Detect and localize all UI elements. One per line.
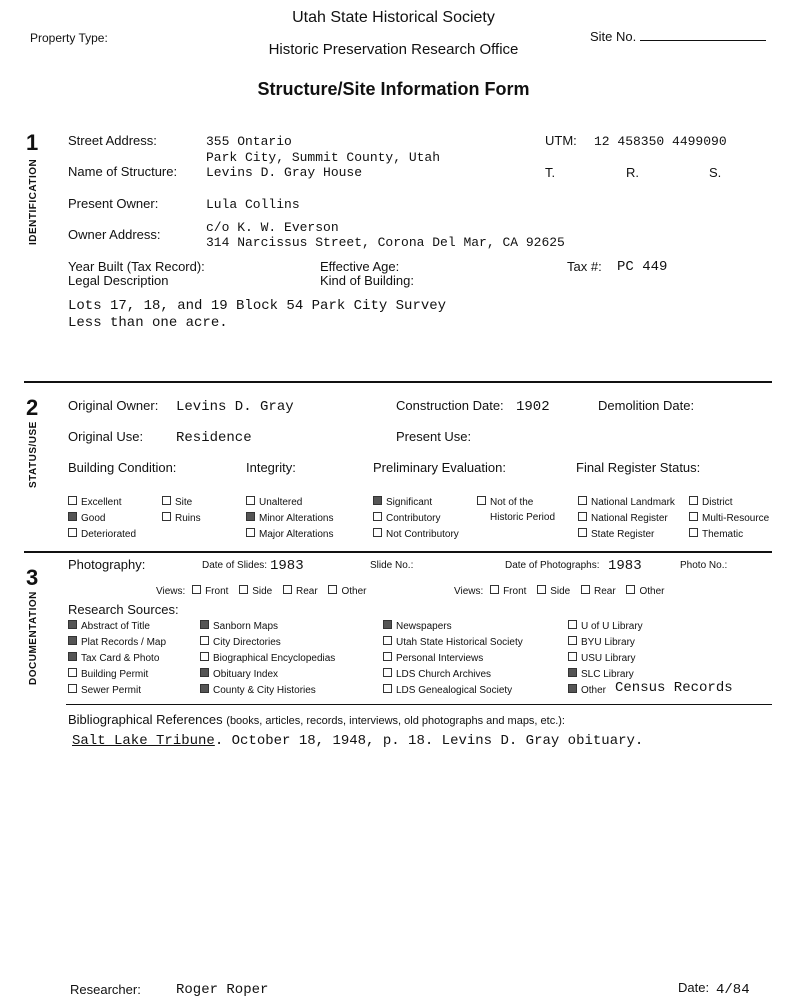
- preliminary-evaluation-label: Preliminary Evaluation:: [373, 460, 506, 475]
- original-owner-label: Original Owner:: [68, 398, 159, 413]
- slide-no-label: Slide No.:: [370, 560, 414, 571]
- checkbox-box[interactable]: [578, 512, 587, 521]
- checkbox-box[interactable]: [578, 528, 587, 537]
- section-name-documentation: DOCUMENTATION: [28, 591, 39, 685]
- front-view-label: Front: [205, 586, 229, 597]
- research-sources-label: Research Sources:: [68, 602, 179, 617]
- date-of-slides-value: 1983: [270, 558, 304, 574]
- other-source-checkbox[interactable]: [568, 684, 606, 696]
- checkbox-box[interactable]: [200, 636, 209, 645]
- byu-library-checkbox[interactable]: [568, 636, 635, 648]
- checkbox-box[interactable]: [373, 512, 382, 521]
- date-value: 4/84: [716, 982, 750, 998]
- checkbox-box[interactable]: [162, 512, 171, 521]
- biblio-note: (books, articles, records, interviews, old photographs and maps, etc.):: [226, 715, 565, 727]
- checkbox-label: Thematic: [702, 529, 744, 540]
- building-permit-checkbox[interactable]: [68, 668, 148, 680]
- tax-card-checkbox[interactable]: [68, 652, 159, 664]
- other-view-label: Other: [639, 586, 665, 597]
- views-label: Views:: [156, 586, 186, 597]
- checkbox-label: Contributory: [386, 513, 441, 524]
- effective-age-label: Effective Age:: [320, 259, 400, 274]
- present-use-label: Present Use:: [396, 429, 472, 444]
- rear-view-checkbox[interactable]: [581, 585, 590, 594]
- historic-period-label: Historic Period: [490, 512, 556, 523]
- utm-label: UTM:: [545, 133, 577, 148]
- checkbox-label: Personal Interviews: [396, 653, 484, 664]
- utah-state-historical-society-checkbox[interactable]: [383, 636, 523, 648]
- side-view-label: Side: [550, 586, 571, 597]
- checkbox-label: Deteriorated: [81, 529, 137, 540]
- year-built-label: Year Built (Tax Record):: [68, 259, 205, 274]
- checkbox-label: City Directories: [213, 637, 281, 648]
- tax-number-value: PC 449: [617, 259, 668, 275]
- street-address-value: 355 Ontario: [206, 134, 292, 149]
- demolition-date-label: Demolition Date:: [598, 398, 695, 413]
- original-owner-value: Levins D. Gray: [176, 399, 294, 415]
- checkbox-box[interactable]: [246, 528, 255, 537]
- checkbox-box-checked[interactable]: [68, 652, 77, 661]
- date-of-photographs-value: 1983: [608, 558, 642, 574]
- personal-interviews-checkbox[interactable]: [383, 652, 483, 664]
- checkbox-box[interactable]: [383, 684, 392, 693]
- checkbox-label: LDS Church Archives: [396, 669, 492, 680]
- slide-views: [156, 585, 366, 597]
- researcher-label: Researcher:: [70, 982, 141, 997]
- checkbox-box[interactable]: [578, 496, 587, 505]
- biblio-source-title: Salt Lake Tribune: [72, 733, 215, 749]
- front-view-checkbox[interactable]: [192, 585, 201, 594]
- not-contributory-checkbox[interactable]: [373, 528, 459, 540]
- section-name-identification: IDENTIFICATION: [28, 158, 39, 245]
- city-value: Park City, Summit County, Utah: [206, 150, 441, 165]
- photo-no-label: Photo No.:: [680, 560, 728, 571]
- checkbox-label: U of U Library: [581, 621, 643, 632]
- checkbox-label: Multi-Resource: [702, 513, 770, 524]
- checkbox-label: Excellent: [81, 497, 122, 508]
- city-directories-checkbox[interactable]: [200, 636, 281, 648]
- district-checkbox[interactable]: [689, 496, 733, 508]
- property-type-label: Property Type:: [30, 31, 108, 45]
- significant-checkbox[interactable]: [373, 496, 432, 508]
- deteriorated-checkbox[interactable]: [68, 528, 136, 540]
- checkbox-label: National Landmark: [591, 497, 675, 508]
- checkbox-label: State Register: [591, 529, 655, 540]
- biblio-source-details: . October 18, 1948, p. 18. Levins D. Gray obituary.: [214, 733, 644, 749]
- u-of-u-library-checkbox[interactable]: [568, 620, 643, 632]
- checkbox-label: Significant: [386, 497, 433, 508]
- checkbox-box-checked[interactable]: [68, 636, 77, 645]
- checkbox-label: BYU Library: [581, 637, 635, 648]
- site-checkbox[interactable]: [162, 496, 192, 508]
- checkbox-label: Not Contributory: [386, 529, 459, 540]
- date-of-photographs-label: Date of Photographs:: [505, 560, 600, 571]
- checkbox-label: National Register: [591, 513, 668, 524]
- checkbox-label: Unaltered: [259, 497, 303, 508]
- ruins-checkbox[interactable]: [162, 512, 201, 524]
- views-label: Views:: [454, 586, 484, 597]
- checkbox-box-checked[interactable]: [568, 684, 577, 693]
- checkbox-label: Building Permit: [81, 669, 149, 680]
- lds-genealogical-society-checkbox[interactable]: [383, 684, 512, 696]
- construction-date-label: Construction Date:: [396, 398, 504, 413]
- checkbox-box[interactable]: [689, 496, 698, 505]
- side-view-checkbox[interactable]: [239, 585, 248, 594]
- checkbox-label: Minor Alterations: [259, 513, 334, 524]
- checkbox-label: Abstract of Title: [81, 621, 150, 632]
- construction-date-value: 1902: [516, 399, 550, 415]
- slc-library-checkbox[interactable]: [568, 668, 634, 680]
- checkbox-box[interactable]: [568, 636, 577, 645]
- checkbox-label: USU Library: [581, 653, 636, 664]
- other-source-value: Census Records: [615, 680, 733, 696]
- sewer-permit-checkbox[interactable]: [68, 684, 141, 696]
- checkbox-box[interactable]: [246, 496, 255, 505]
- checkbox-box[interactable]: [68, 684, 77, 693]
- checkbox-label: County & City Histories: [213, 685, 316, 696]
- structure-name-label: Name of Structure:: [68, 164, 178, 179]
- checkbox-label: Plat Records / Map: [81, 637, 167, 648]
- national-landmark-checkbox[interactable]: [578, 496, 675, 508]
- original-use-label: Original Use:: [68, 429, 144, 444]
- checkbox-box[interactable]: [383, 668, 392, 677]
- original-use-value: Residence: [176, 430, 252, 446]
- checkbox-label: Site: [175, 497, 193, 508]
- checkbox-label: Utah State Historical Society: [396, 637, 523, 648]
- checkbox-label: Sanborn Maps: [213, 621, 279, 632]
- owner-address-line1: c/o K. W. Everson: [206, 220, 339, 235]
- checkbox-label: Ruins: [175, 513, 201, 524]
- legal-description-line2: Less than one acre.: [68, 315, 228, 331]
- checkbox-label: Not of the: [490, 497, 534, 508]
- checkbox-box[interactable]: [200, 652, 209, 661]
- checkbox-label: Newspapers: [396, 621, 452, 632]
- multi-resource-checkbox[interactable]: [689, 512, 769, 524]
- integrity-label: Integrity:: [246, 460, 296, 475]
- checkbox-box[interactable]: [68, 496, 77, 505]
- thematic-checkbox[interactable]: [689, 528, 743, 540]
- present-owner-value: Lula Collins: [206, 197, 300, 212]
- checkbox-box-checked[interactable]: [373, 496, 382, 505]
- lds-church-archives-checkbox[interactable]: [383, 668, 491, 680]
- checkbox-label: LDS Genealogical Society: [396, 685, 513, 696]
- state-register-checkbox[interactable]: [578, 528, 654, 540]
- org-name: Utah State Historical Society: [292, 9, 495, 26]
- checkbox-label: SLC Library: [581, 669, 634, 680]
- contributory-checkbox[interactable]: [373, 512, 440, 524]
- section-divider-1: [24, 381, 772, 383]
- checkbox-box-checked[interactable]: [68, 620, 77, 629]
- photo-views: [454, 585, 664, 597]
- section-divider-2: [24, 551, 772, 553]
- abstract-of-title-checkbox[interactable]: [68, 620, 150, 632]
- good-checkbox[interactable]: [68, 512, 105, 524]
- front-view-checkbox[interactable]: [490, 585, 499, 594]
- section-divider-3: [66, 704, 772, 705]
- checkbox-label: Major Alterations: [259, 529, 334, 540]
- structure-name-value: Levins D. Gray House: [206, 165, 363, 180]
- other-view-checkbox[interactable]: [626, 585, 635, 594]
- researcher-value: Roger Roper: [176, 982, 269, 998]
- checkbox-box[interactable]: [68, 528, 77, 537]
- checkbox-label: Good: [81, 513, 106, 524]
- checkbox-box[interactable]: [568, 620, 577, 629]
- street-address-label: Street Address:: [68, 133, 157, 148]
- biographical-encyclopedias-checkbox[interactable]: [200, 652, 335, 664]
- legal-description-line1: Lots 17, 18, and 19 Block 54 Park City Survey: [68, 298, 447, 314]
- checkbox-box[interactable]: [689, 528, 698, 537]
- date-label: Date:: [678, 980, 710, 995]
- checkbox-box[interactable]: [68, 668, 77, 677]
- checkbox-label: Biographical Encyclopedias: [213, 653, 336, 664]
- site-no-label: Site No.: [590, 29, 637, 44]
- checkbox-box-checked[interactable]: [200, 684, 209, 693]
- legal-description-label: Legal Description: [68, 273, 169, 288]
- side-view-label: Side: [252, 586, 273, 597]
- sanborn-maps-checkbox[interactable]: [200, 620, 278, 632]
- usu-library-checkbox[interactable]: [568, 652, 635, 664]
- form-title: Structure/Site Information Form: [257, 79, 530, 99]
- owner-address-label: Owner Address:: [68, 227, 161, 242]
- obituary-index-checkbox[interactable]: [200, 668, 278, 680]
- checkbox-box[interactable]: [689, 512, 698, 521]
- owner-address-line2: 314 Narcissus Street, Corona Del Mar, CA 92625: [206, 235, 565, 250]
- checkbox-label: District: [702, 497, 733, 508]
- utm-value: 12 458350 4499090: [594, 134, 727, 149]
- checkbox-box-checked[interactable]: [383, 620, 392, 629]
- photography-label: Photography:: [68, 557, 146, 572]
- section-number-2: 2: [26, 395, 39, 420]
- checkbox-box[interactable]: [162, 496, 171, 505]
- checkbox-box-checked[interactable]: [568, 668, 577, 677]
- other-view-label: Other: [341, 586, 367, 597]
- section-number-1: 1: [26, 130, 39, 155]
- excellent-checkbox[interactable]: [68, 496, 122, 508]
- s-label: S.: [709, 165, 722, 180]
- date-of-slides-label: Date of Slides:: [202, 560, 268, 571]
- checkbox-box[interactable]: [383, 636, 392, 645]
- checkbox-box-checked[interactable]: [246, 512, 255, 521]
- rear-view-label: Rear: [295, 586, 318, 597]
- checkbox-box-checked[interactable]: [68, 512, 77, 521]
- office-name: Historic Preservation Research Office: [268, 41, 519, 58]
- checkbox-box[interactable]: [383, 652, 392, 661]
- plat-records-checkbox[interactable]: [68, 636, 166, 648]
- not-of-historic-period-checkbox[interactable]: [477, 496, 533, 508]
- national-register-checkbox[interactable]: [578, 512, 668, 524]
- front-view-label: Front: [503, 586, 527, 597]
- other-view-checkbox[interactable]: [328, 585, 337, 594]
- checkbox-box[interactable]: [477, 496, 486, 505]
- t-label: T.: [545, 165, 556, 180]
- kind-of-building-label: Kind of Building:: [320, 273, 414, 288]
- checkbox-label: Sewer Permit: [81, 685, 142, 696]
- checkbox-label: Obituary Index: [213, 669, 279, 680]
- major-alterations-checkbox[interactable]: [246, 528, 333, 540]
- unaltered-checkbox[interactable]: [246, 496, 302, 508]
- biblio-label-text: Bibliographical References: [68, 712, 223, 727]
- final-register-status-label: Final Register Status:: [576, 460, 701, 475]
- rear-view-label: Rear: [593, 586, 616, 597]
- section-number-3: 3: [26, 565, 39, 590]
- checkbox-label: Tax Card & Photo: [81, 653, 160, 664]
- side-view-checkbox[interactable]: [537, 585, 546, 594]
- tax-number-label: Tax #:: [567, 259, 602, 274]
- checkbox-label: Other: [581, 685, 607, 696]
- checkbox-box-checked[interactable]: [200, 668, 209, 677]
- r-label: R.: [626, 165, 639, 180]
- checkbox-box-checked[interactable]: [200, 620, 209, 629]
- rear-view-checkbox[interactable]: [283, 585, 292, 594]
- checkbox-box[interactable]: [373, 528, 382, 537]
- newspapers-checkbox[interactable]: [383, 620, 452, 632]
- bibliographical-reference-entry: [72, 733, 643, 749]
- checkbox-box[interactable]: [568, 652, 577, 661]
- bibliographical-references-label: [68, 712, 565, 727]
- county-city-histories-checkbox[interactable]: [200, 684, 316, 696]
- present-owner-label: Present Owner:: [68, 196, 159, 211]
- minor-alterations-checkbox[interactable]: [246, 512, 333, 524]
- section-name-status-use: STATUS/USE: [28, 421, 39, 488]
- building-condition-label: Building Condition:: [68, 460, 177, 475]
